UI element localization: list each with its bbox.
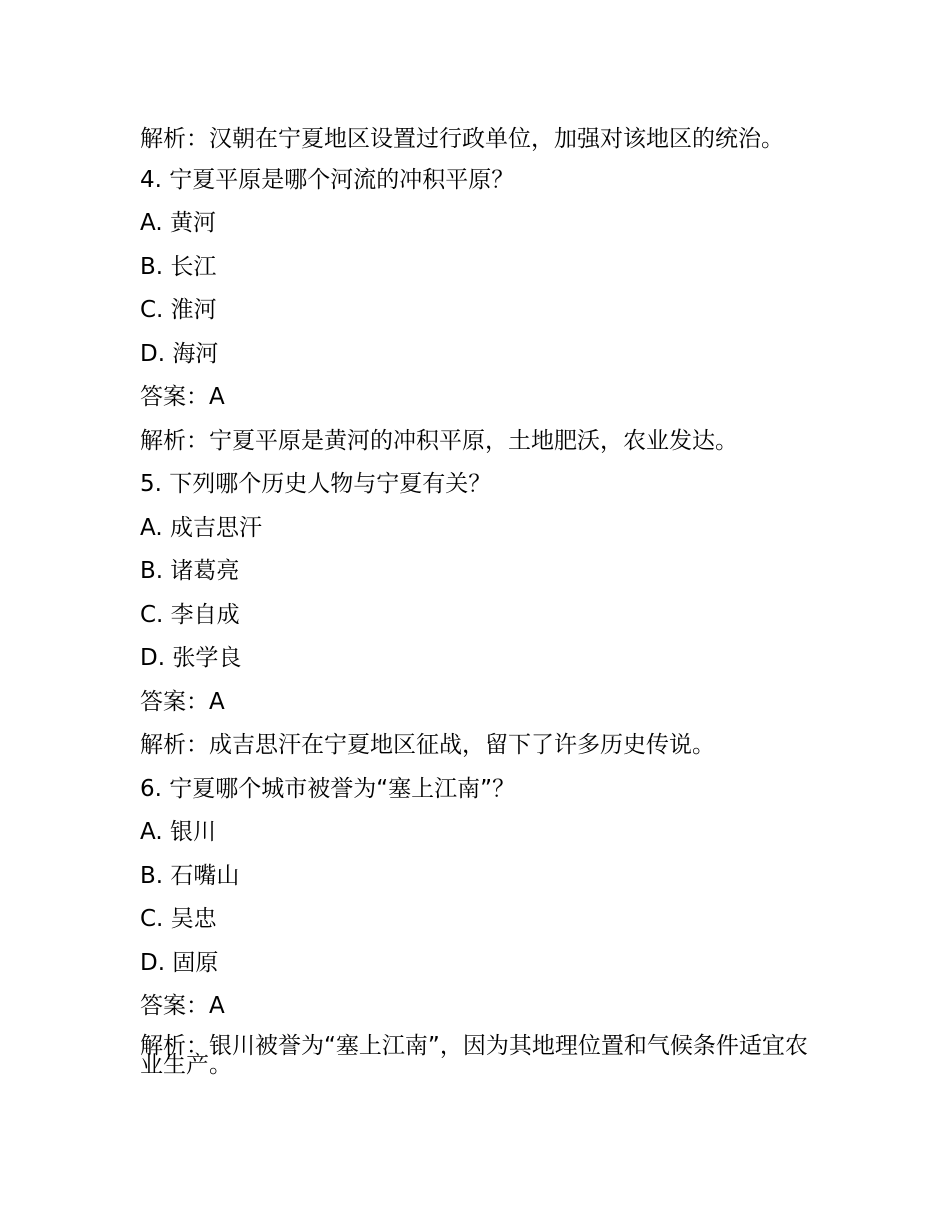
q5-option-c: C. 李自成 — [140, 601, 240, 628]
q4-question: 4. 宁夏平原是哪个河流的冲积平原？ — [140, 166, 515, 193]
q5-explanation: 解析：成吉思汗在宁夏地区征战，留下了许多历史传说。 — [140, 732, 715, 758]
q5-answer: 答案：A — [140, 688, 225, 715]
q5-question: 5. 下列哪个历史人物与宁夏有关？ — [140, 471, 492, 497]
q6-answer: 答案：A — [140, 993, 225, 1019]
q6-explanation: 解析：银川被誉为“塞上江南”，因为其地理位置和气候条件适宜农业生产。 — [140, 1032, 808, 1078]
q4-answer: 答案：A — [140, 384, 225, 410]
q6-option-b: B. 石嘴山 — [140, 862, 240, 889]
q3-explanation: 解析：汉朝在宁夏地区设置过行政单位，加强对该地区的统治。 — [140, 126, 784, 152]
q4-option-b: B. 长江 — [140, 253, 217, 280]
q5-option-d: D. 张学良 — [140, 645, 242, 671]
q4-option-d: D. 海河 — [140, 340, 219, 367]
q4-option-c: C. 淮河 — [140, 297, 217, 323]
q6-option-c: C. 吴忠 — [140, 906, 217, 932]
q5-option-a: A. 成吉思汗 — [140, 514, 262, 541]
q5-option-b: B. 诸葛亮 — [140, 558, 240, 584]
q6-option-d: D. 固原 — [140, 949, 219, 976]
q4-option-a: A. 黄河 — [140, 210, 216, 236]
document-body — [140, 122, 820, 1078]
q6-question: 6. 宁夏哪个城市被誉为“塞上江南”？ — [140, 775, 516, 802]
q4-explanation: 解析：宁夏平原是黄河的冲积平原，土地肥沃，农业发达。 — [140, 427, 738, 454]
q6-option-a: A. 银川 — [140, 819, 216, 845]
